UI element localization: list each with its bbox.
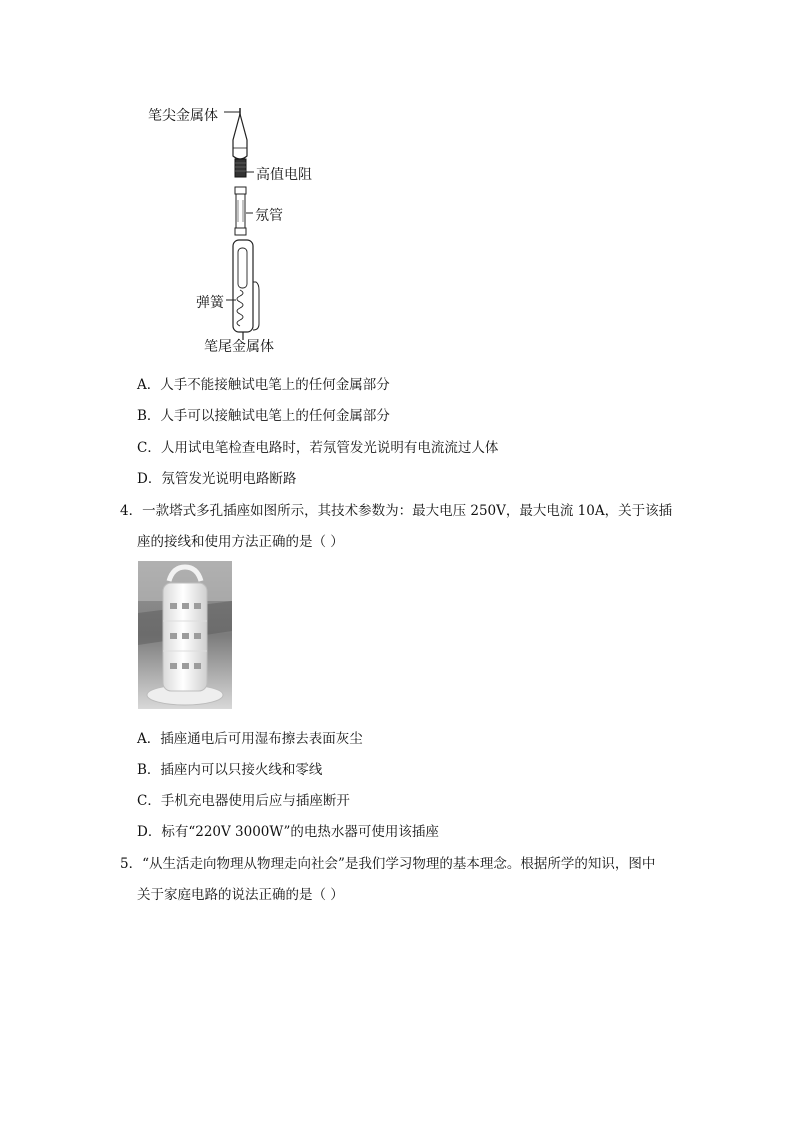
label-neon-tube: 氖管 (255, 208, 283, 224)
q4-stem-line2: 座的接线和使用方法正确的是（ ） (137, 534, 344, 550)
label-high-resistor: 高值电阻 (256, 167, 312, 183)
label-tip-metal: 笔尖金属体 (148, 108, 218, 124)
q4-option-b: B．插座内可以只接火线和零线 (137, 762, 323, 778)
q4-option-c: C．手机充电器使用后应与插座断开 (137, 793, 350, 809)
q5-stem-line2: 关于家庭电路的说法正确的是（ ） (137, 887, 344, 903)
label-tail-metal: 笔尾金属体 (204, 339, 274, 355)
q4-option-d: D．标有“220V 3000W”的电热水器可使用该插座 (137, 824, 439, 840)
q3-option-a: A．人手不能接触试电笔上的任何金属部分 (137, 377, 390, 393)
test-pen-illustration (140, 100, 340, 360)
q5-stem-line1: 5．“从生活走向物理从物理走向社会”是我们学习物理的基本理念。根据所学的知识，图中 (120, 856, 656, 872)
q3-option-d: D．氖管发光说明电路断路 (137, 471, 297, 487)
q4-option-a: A．插座通电后可用湿布擦去表面灰尘 (137, 731, 363, 747)
tower-socket-illustration (138, 561, 232, 709)
q4-stem-line1: 4．一款塔式多孔插座如图所示，其技术参数为：最大电压 250V，最大电流 10A，关于该插 (120, 503, 673, 519)
tower-socket-photo (138, 561, 232, 709)
test-pen-diagram (140, 100, 340, 360)
label-spring: 弹簧 (196, 295, 224, 311)
q3-option-c: C．人用试电笔检查电路时，若氖管发光说明有电流流过人体 (137, 440, 499, 456)
q3-option-b: B．人手可以接触试电笔上的任何金属部分 (137, 408, 390, 424)
